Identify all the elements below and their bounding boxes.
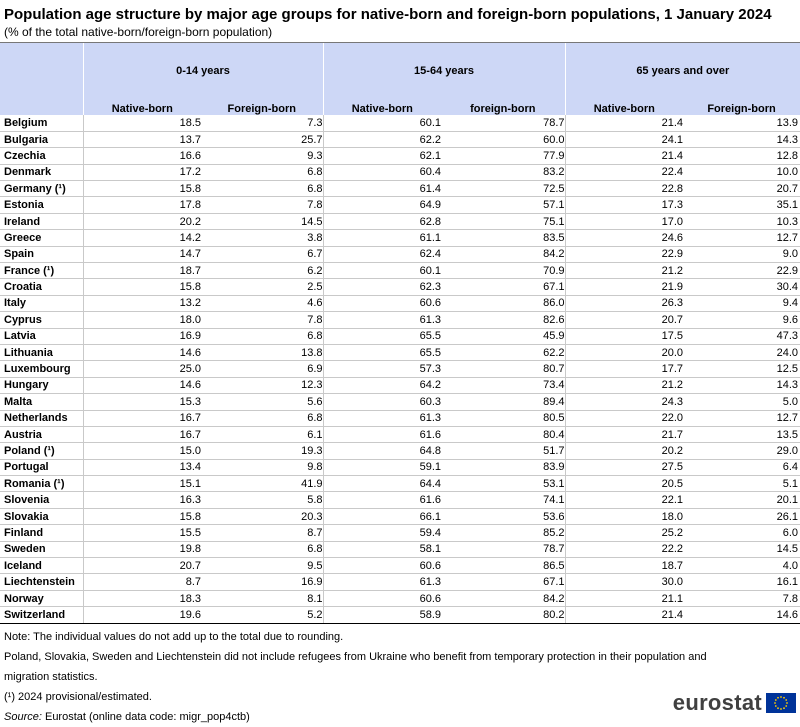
- flag-star: [780, 696, 782, 698]
- value-cell: 15.1: [83, 476, 201, 492]
- value-cell: 83.9: [441, 459, 565, 475]
- table-row: [0, 263, 800, 279]
- value-cell: 67.1: [441, 574, 565, 590]
- flag-star: [775, 699, 777, 701]
- table-row: [0, 443, 800, 459]
- country-cell: Croatia: [0, 279, 83, 295]
- value-cell: 20.0: [565, 344, 683, 360]
- country-cell: Denmark: [0, 164, 83, 180]
- value-cell: 21.4: [565, 115, 683, 131]
- table-row: [0, 131, 800, 147]
- value-cell: 15.0: [83, 443, 201, 459]
- table-row: [0, 328, 800, 344]
- value-cell: 75.1: [441, 213, 565, 229]
- value-cell: 13.5: [683, 426, 800, 442]
- table-row: [0, 213, 800, 229]
- source-line: [4, 707, 744, 727]
- note-rounding: Note: The individual values do not add up to the total due to rounding.: [4, 631, 344, 643]
- value-cell: 57.1: [441, 197, 565, 213]
- value-cell: 13.2: [83, 295, 201, 311]
- value-cell: 22.2: [565, 541, 683, 557]
- value-cell: 84.2: [441, 246, 565, 262]
- value-cell: 62.3: [323, 279, 441, 295]
- value-cell: 12.7: [683, 410, 800, 426]
- value-cell: 78.7: [441, 541, 565, 557]
- value-cell: 16.3: [83, 492, 201, 508]
- value-cell: 64.4: [323, 476, 441, 492]
- flag-star: [775, 705, 777, 707]
- country-cell: Ireland: [0, 213, 83, 229]
- value-cell: 59.1: [323, 459, 441, 475]
- country-cell: Hungary: [0, 377, 83, 393]
- country-subheader-cell: [0, 99, 83, 115]
- value-cell: 6.8: [201, 410, 323, 426]
- value-cell: 21.1: [565, 590, 683, 606]
- value-cell: 47.3: [683, 328, 800, 344]
- value-cell: 27.5: [565, 459, 683, 475]
- value-cell: 14.5: [683, 541, 800, 557]
- value-cell: 25.2: [565, 525, 683, 541]
- notes-block: [4, 627, 744, 727]
- value-cell: 13.9: [683, 115, 800, 131]
- flag-star: [780, 708, 782, 710]
- value-cell: 22.8: [565, 181, 683, 197]
- value-cell: 17.7: [565, 361, 683, 377]
- sub-header-foreign-born: foreign-born: [441, 99, 565, 115]
- value-cell: 9.8: [201, 459, 323, 475]
- flag-star: [783, 707, 785, 709]
- table-row: [0, 476, 800, 492]
- country-cell: Germany (¹): [0, 181, 83, 197]
- value-cell: 60.6: [323, 590, 441, 606]
- flag-star: [783, 697, 785, 699]
- country-cell: Switzerland: [0, 607, 83, 623]
- value-cell: 6.7: [201, 246, 323, 262]
- value-cell: 85.2: [441, 525, 565, 541]
- table-row: [0, 115, 800, 131]
- country-cell: Malta: [0, 394, 83, 410]
- flag-star: [774, 702, 776, 704]
- value-cell: 5.1: [683, 476, 800, 492]
- value-cell: 21.2: [565, 377, 683, 393]
- value-cell: 9.6: [683, 312, 800, 328]
- country-cell: Latvia: [0, 328, 83, 344]
- table-row: [0, 590, 800, 606]
- value-cell: 41.9: [201, 476, 323, 492]
- value-cell: 16.1: [683, 574, 800, 590]
- value-cell: 6.4: [683, 459, 800, 475]
- value-cell: 6.9: [201, 361, 323, 377]
- value-cell: 9.3: [201, 148, 323, 164]
- value-cell: 62.2: [323, 131, 441, 147]
- table-row: [0, 459, 800, 475]
- value-cell: 65.5: [323, 328, 441, 344]
- table-row: [0, 377, 800, 393]
- value-cell: 17.2: [83, 164, 201, 180]
- value-cell: 13.7: [83, 131, 201, 147]
- value-cell: 14.6: [683, 607, 800, 623]
- table-body: [0, 115, 800, 623]
- note-ukraine-refugees: Poland, Slovakia, Sweden and Liechtenstein did not include refugees from Ukraine who benefit from temporary protection in their population and migration statistics.: [4, 651, 707, 683]
- value-cell: 12.7: [683, 230, 800, 246]
- country-cell: Czechia: [0, 148, 83, 164]
- logo-text: eurostat: [672, 690, 762, 715]
- value-cell: 60.0: [441, 131, 565, 147]
- value-cell: 14.6: [83, 377, 201, 393]
- country-cell: Portugal: [0, 459, 83, 475]
- country-cell: Austria: [0, 426, 83, 442]
- country-cell: Spain: [0, 246, 83, 262]
- table-row: [0, 312, 800, 328]
- value-cell: 8.7: [201, 525, 323, 541]
- value-cell: 6.0: [683, 525, 800, 541]
- country-cell: Bulgaria: [0, 131, 83, 147]
- value-cell: 9.5: [201, 558, 323, 574]
- value-cell: 59.4: [323, 525, 441, 541]
- value-cell: 14.3: [683, 377, 800, 393]
- value-cell: 21.4: [565, 148, 683, 164]
- value-cell: 26.3: [565, 295, 683, 311]
- value-cell: 24.0: [683, 344, 800, 360]
- value-cell: 64.2: [323, 377, 441, 393]
- sub-header-native-born: Native-born: [83, 99, 201, 115]
- group-header-65-over: 65 years and over: [565, 43, 800, 100]
- value-cell: 57.3: [323, 361, 441, 377]
- value-cell: 14.3: [683, 131, 800, 147]
- value-cell: 9.0: [683, 246, 800, 262]
- value-cell: 19.3: [201, 443, 323, 459]
- value-cell: 7.3: [201, 115, 323, 131]
- population-table: [0, 42, 800, 624]
- value-cell: 86.0: [441, 295, 565, 311]
- value-cell: 24.6: [565, 230, 683, 246]
- country-cell: Belgium: [0, 115, 83, 131]
- value-cell: 7.8: [201, 197, 323, 213]
- value-cell: 14.5: [201, 213, 323, 229]
- value-cell: 58.9: [323, 607, 441, 623]
- table-row: [0, 508, 800, 524]
- value-cell: 13.4: [83, 459, 201, 475]
- value-cell: 8.1: [201, 590, 323, 606]
- table-title: Population age structure by major age groups for native-born and foreign-born populations, 1 January 2024: [4, 6, 772, 23]
- country-cell: Greece: [0, 230, 83, 246]
- value-cell: 60.6: [323, 295, 441, 311]
- value-cell: 7.8: [683, 590, 800, 606]
- country-cell: France (¹): [0, 263, 83, 279]
- value-cell: 17.0: [565, 213, 683, 229]
- value-cell: 61.1: [323, 230, 441, 246]
- value-cell: 21.7: [565, 426, 683, 442]
- value-cell: 26.1: [683, 508, 800, 524]
- value-cell: 20.7: [683, 181, 800, 197]
- country-cell: Cyprus: [0, 312, 83, 328]
- value-cell: 22.0: [565, 410, 683, 426]
- value-cell: 80.2: [441, 607, 565, 623]
- value-cell: 6.8: [201, 541, 323, 557]
- value-cell: 60.6: [323, 558, 441, 574]
- value-cell: 30.4: [683, 279, 800, 295]
- table-row: [0, 344, 800, 360]
- table-row: [0, 426, 800, 442]
- value-cell: 6.8: [201, 164, 323, 180]
- value-cell: 74.1: [441, 492, 565, 508]
- value-cell: 18.0: [565, 508, 683, 524]
- value-cell: 14.6: [83, 344, 201, 360]
- value-cell: 61.6: [323, 426, 441, 442]
- value-cell: 22.9: [565, 246, 683, 262]
- country-cell: Norway: [0, 590, 83, 606]
- value-cell: 65.5: [323, 344, 441, 360]
- value-cell: 12.3: [201, 377, 323, 393]
- value-cell: 6.8: [201, 328, 323, 344]
- value-cell: 60.1: [323, 263, 441, 279]
- country-cell: Romania (¹): [0, 476, 83, 492]
- value-cell: 18.7: [565, 558, 683, 574]
- table-row: [0, 197, 800, 213]
- value-cell: 20.1: [683, 492, 800, 508]
- value-cell: 9.4: [683, 295, 800, 311]
- value-cell: 80.4: [441, 426, 565, 442]
- value-cell: 17.8: [83, 197, 201, 213]
- value-cell: 45.9: [441, 328, 565, 344]
- value-cell: 24.1: [565, 131, 683, 147]
- value-cell: 21.9: [565, 279, 683, 295]
- flag-star: [785, 699, 787, 701]
- value-cell: 4.0: [683, 558, 800, 574]
- value-cell: 15.8: [83, 181, 201, 197]
- value-cell: 35.1: [683, 197, 800, 213]
- value-cell: 60.4: [323, 164, 441, 180]
- value-cell: 83.2: [441, 164, 565, 180]
- value-cell: 3.8: [201, 230, 323, 246]
- table-row: [0, 246, 800, 262]
- value-cell: 18.0: [83, 312, 201, 328]
- value-cell: 78.7: [441, 115, 565, 131]
- value-cell: 73.4: [441, 377, 565, 393]
- sub-header-foreign-born: Foreign-born: [201, 99, 323, 115]
- country-cell: Sweden: [0, 541, 83, 557]
- value-cell: 62.4: [323, 246, 441, 262]
- country-cell: Netherlands: [0, 410, 83, 426]
- country-cell: Iceland: [0, 558, 83, 574]
- eurostat-logo: [673, 690, 796, 716]
- flag-star: [777, 707, 779, 709]
- value-cell: 12.8: [683, 148, 800, 164]
- table-row: [0, 558, 800, 574]
- table-row: [0, 394, 800, 410]
- value-cell: 18.3: [83, 590, 201, 606]
- country-cell: Finland: [0, 525, 83, 541]
- value-cell: 15.5: [83, 525, 201, 541]
- value-cell: 77.9: [441, 148, 565, 164]
- value-cell: 53.6: [441, 508, 565, 524]
- value-cell: 62.2: [441, 344, 565, 360]
- country-cell: Poland (¹): [0, 443, 83, 459]
- value-cell: 16.9: [83, 328, 201, 344]
- value-cell: 16.6: [83, 148, 201, 164]
- table-row: [0, 541, 800, 557]
- value-cell: 62.8: [323, 213, 441, 229]
- value-cell: 58.1: [323, 541, 441, 557]
- value-cell: 62.1: [323, 148, 441, 164]
- table-row: [0, 574, 800, 590]
- value-cell: 20.7: [83, 558, 201, 574]
- value-cell: 2.5: [201, 279, 323, 295]
- table-row: [0, 361, 800, 377]
- table-row: [0, 295, 800, 311]
- value-cell: 51.7: [441, 443, 565, 459]
- value-cell: 15.8: [83, 279, 201, 295]
- flag-star: [786, 702, 788, 704]
- source-text: Eurostat (online data code: migr_pop4ctb): [41, 711, 250, 723]
- value-cell: 12.5: [683, 361, 800, 377]
- value-cell: 17.5: [565, 328, 683, 344]
- country-cell: Liechtenstein: [0, 574, 83, 590]
- value-cell: 60.3: [323, 394, 441, 410]
- value-cell: 66.1: [323, 508, 441, 524]
- value-cell: 61.4: [323, 181, 441, 197]
- column-group-header-row: [0, 43, 800, 100]
- source-label: Source:: [4, 711, 42, 723]
- value-cell: 83.5: [441, 230, 565, 246]
- value-cell: 22.9: [683, 263, 800, 279]
- value-cell: 80.7: [441, 361, 565, 377]
- value-cell: 61.3: [323, 312, 441, 328]
- value-cell: 4.6: [201, 295, 323, 311]
- value-cell: 20.2: [83, 213, 201, 229]
- country-cell: Slovakia: [0, 508, 83, 524]
- value-cell: 70.9: [441, 263, 565, 279]
- note-provisional: (¹) 2024 provisional/estimated.: [4, 691, 152, 703]
- value-cell: 18.7: [83, 263, 201, 279]
- value-cell: 15.3: [83, 394, 201, 410]
- value-cell: 61.3: [323, 410, 441, 426]
- value-cell: 19.6: [83, 607, 201, 623]
- value-cell: 25.0: [83, 361, 201, 377]
- country-header-cell: [0, 43, 83, 100]
- value-cell: 5.2: [201, 607, 323, 623]
- value-cell: 15.8: [83, 508, 201, 524]
- value-cell: 60.1: [323, 115, 441, 131]
- value-cell: 6.1: [201, 426, 323, 442]
- table-row: [0, 492, 800, 508]
- value-cell: 30.0: [565, 574, 683, 590]
- table-row: [0, 230, 800, 246]
- value-cell: 6.2: [201, 263, 323, 279]
- value-cell: 14.2: [83, 230, 201, 246]
- flag-star: [785, 705, 787, 707]
- value-cell: 64.9: [323, 197, 441, 213]
- value-cell: 20.5: [565, 476, 683, 492]
- value-cell: 84.2: [441, 590, 565, 606]
- value-cell: 5.8: [201, 492, 323, 508]
- eu-flag-icon: [766, 693, 796, 713]
- value-cell: 29.0: [683, 443, 800, 459]
- value-cell: 16.9: [201, 574, 323, 590]
- country-cell: Slovenia: [0, 492, 83, 508]
- sub-header-native-born: Native-born: [565, 99, 683, 115]
- value-cell: 5.0: [683, 394, 800, 410]
- value-cell: 89.4: [441, 394, 565, 410]
- table-row: [0, 148, 800, 164]
- group-header-15-64: 15-64 years: [323, 43, 565, 100]
- value-cell: 22.4: [565, 164, 683, 180]
- country-cell: Lithuania: [0, 344, 83, 360]
- value-cell: 10.3: [683, 213, 800, 229]
- value-cell: 10.0: [683, 164, 800, 180]
- table-row: [0, 279, 800, 295]
- value-cell: 80.5: [441, 410, 565, 426]
- value-cell: 72.5: [441, 181, 565, 197]
- sub-header-foreign-born: Foreign-born: [683, 99, 800, 115]
- table-row: [0, 525, 800, 541]
- sub-header-native-born: Native-born: [323, 99, 441, 115]
- country-cell: Italy: [0, 295, 83, 311]
- value-cell: 21.2: [565, 263, 683, 279]
- table-subtitle: (% of the total native-born/foreign-born population): [4, 25, 273, 39]
- value-cell: 61.6: [323, 492, 441, 508]
- sub-header-row: [0, 99, 800, 115]
- group-header-0-14: 0-14 years: [83, 43, 323, 100]
- value-cell: 25.7: [201, 131, 323, 147]
- country-cell: Luxembourg: [0, 361, 83, 377]
- value-cell: 53.1: [441, 476, 565, 492]
- value-cell: 13.8: [201, 344, 323, 360]
- value-cell: 22.1: [565, 492, 683, 508]
- country-cell: Estonia: [0, 197, 83, 213]
- flag-star: [777, 697, 779, 699]
- value-cell: 82.6: [441, 312, 565, 328]
- value-cell: 5.6: [201, 394, 323, 410]
- value-cell: 61.3: [323, 574, 441, 590]
- value-cell: 8.7: [83, 574, 201, 590]
- value-cell: 21.4: [565, 607, 683, 623]
- value-cell: 20.2: [565, 443, 683, 459]
- value-cell: 64.8: [323, 443, 441, 459]
- value-cell: 17.3: [565, 197, 683, 213]
- value-cell: 86.5: [441, 558, 565, 574]
- table-row: [0, 410, 800, 426]
- value-cell: 16.7: [83, 426, 201, 442]
- table-row: [0, 181, 800, 197]
- value-cell: 19.8: [83, 541, 201, 557]
- table-row: [0, 607, 800, 623]
- value-cell: 14.7: [83, 246, 201, 262]
- table-row: [0, 164, 800, 180]
- value-cell: 24.3: [565, 394, 683, 410]
- value-cell: 18.5: [83, 115, 201, 131]
- value-cell: 6.8: [201, 181, 323, 197]
- value-cell: 7.8: [201, 312, 323, 328]
- value-cell: 20.7: [565, 312, 683, 328]
- value-cell: 20.3: [201, 508, 323, 524]
- value-cell: 16.7: [83, 410, 201, 426]
- value-cell: 67.1: [441, 279, 565, 295]
